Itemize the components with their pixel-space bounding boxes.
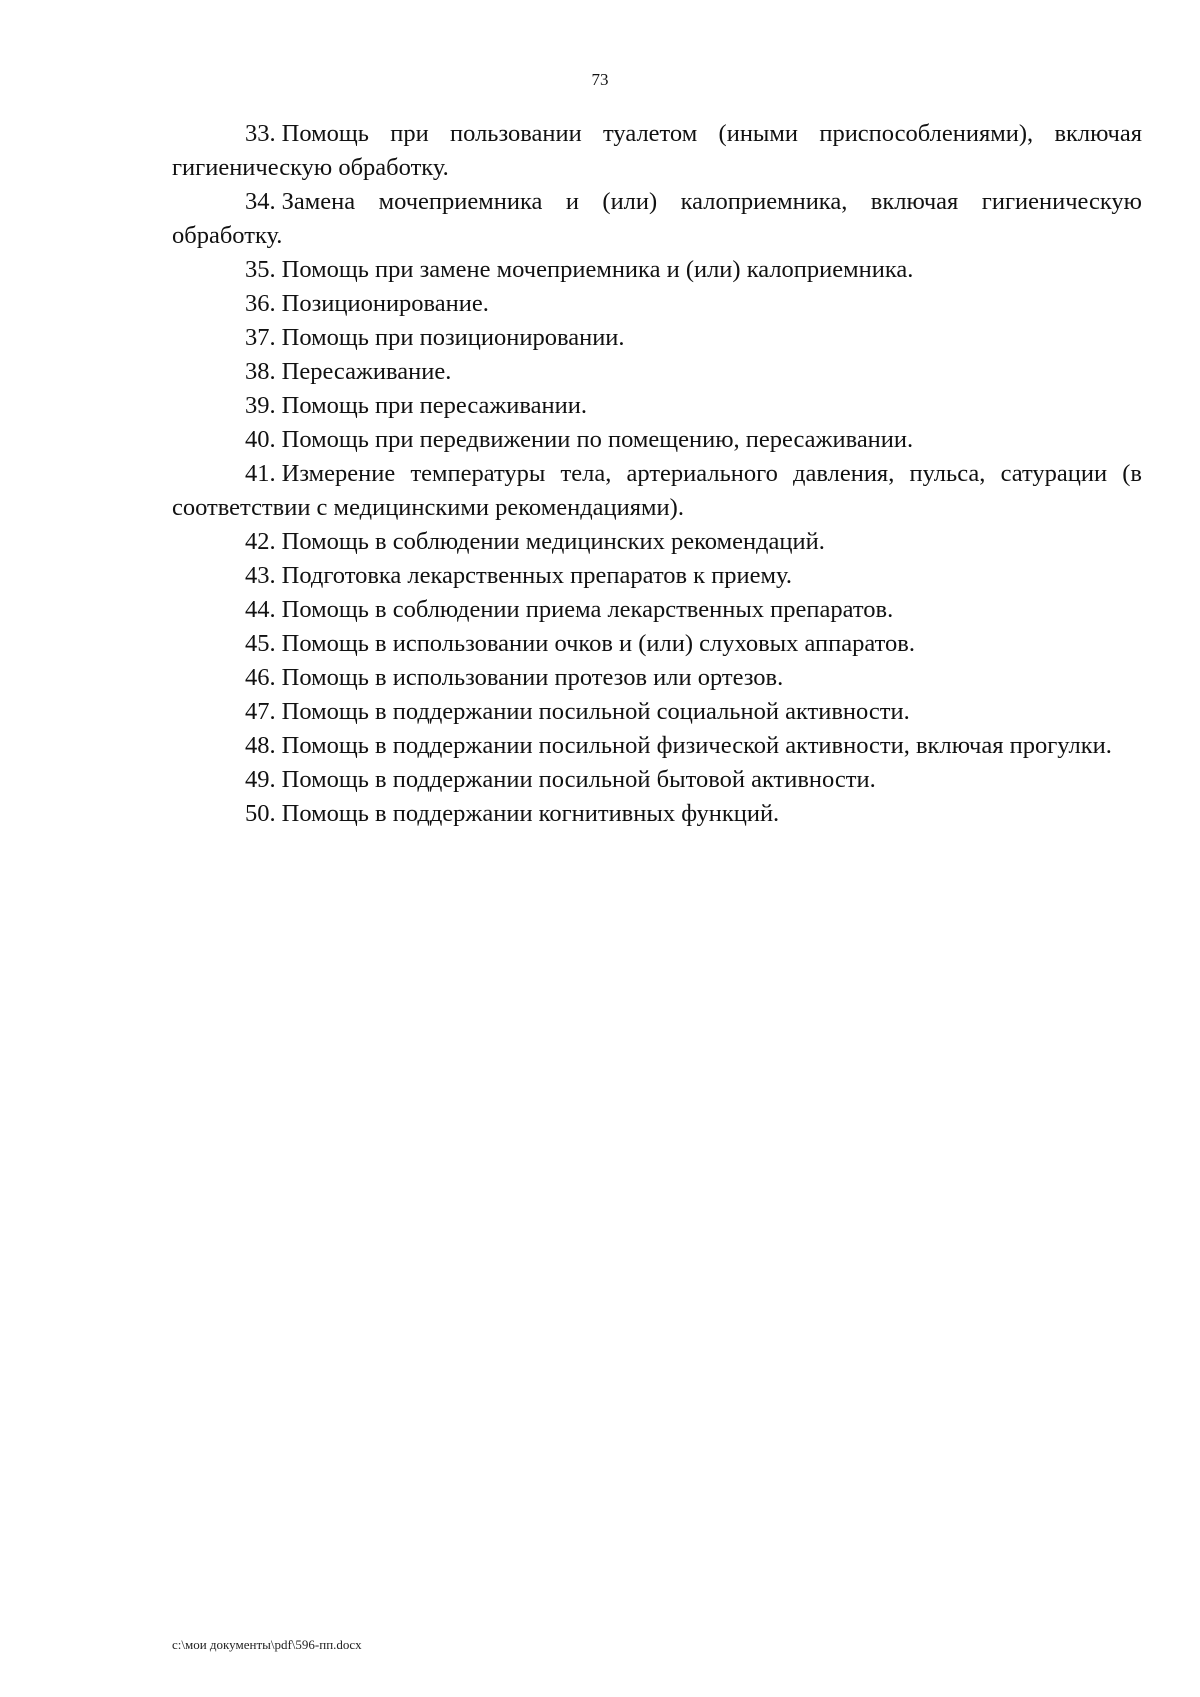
item-text: Помощь при позиционировании. — [281, 324, 625, 351]
list-item — [172, 525, 1142, 559]
list-item — [172, 423, 1142, 457]
list-item — [172, 389, 1142, 423]
service-list — [172, 117, 1142, 831]
item-number: 46. — [245, 664, 276, 691]
item-text: Помощь при пересаживании. — [281, 392, 588, 419]
item-text: Помощь в поддержании посильной бытовой активности. — [281, 766, 876, 793]
item-text: Помощь при пользовании туалетом (иными приспособлениями), включая гигиеническую обработку. — [172, 120, 1142, 181]
item-number: 47. — [245, 698, 276, 725]
list-item — [172, 661, 1142, 695]
list-item — [172, 185, 1142, 253]
item-number: 33. — [245, 120, 276, 147]
item-number: 42. — [245, 528, 276, 555]
item-number: 40. — [245, 426, 276, 453]
item-number: 34. — [245, 188, 276, 215]
item-text: Помощь в поддержании когнитивных функций. — [281, 800, 780, 827]
item-number: 43. — [245, 562, 276, 589]
item-number: 49. — [245, 766, 276, 793]
item-number: 50. — [245, 800, 276, 827]
list-item — [172, 321, 1142, 355]
item-text: Помощь в соблюдении приема лекарственных препаратов. — [281, 596, 894, 623]
list-item — [172, 457, 1142, 525]
list-item — [172, 627, 1142, 661]
item-number: 39. — [245, 392, 276, 419]
item-text: Помощь в использовании протезов или ортезов. — [281, 664, 784, 691]
item-number: 48. — [245, 732, 276, 759]
list-item — [172, 559, 1142, 593]
item-text: Помощь в поддержании посильной социальной активности. — [281, 698, 910, 725]
item-text: Пересаживание. — [281, 358, 452, 385]
item-text: Подготовка лекарственных препаратов к приему. — [281, 562, 792, 589]
item-text: Помощь в поддержании посильной физической активности, включая прогулки. — [281, 732, 1112, 759]
list-item — [172, 253, 1142, 287]
list-item — [172, 287, 1142, 321]
list-item — [172, 729, 1142, 763]
item-text: Замена мочеприемника и (или) калоприемника, включая гигиеническую обработку. — [172, 188, 1142, 249]
item-text: Позиционирование. — [281, 290, 489, 317]
item-text: Измерение температуры тела, артериального давления, пульса, сатурации (в соответствии с медицинскими рекомендациями). — [172, 460, 1142, 521]
list-item — [172, 593, 1142, 627]
item-number: 37. — [245, 324, 276, 351]
item-text: Помощь при передвижении по помещению, пересаживании. — [281, 426, 914, 453]
list-item — [172, 797, 1142, 831]
list-item — [172, 763, 1142, 797]
footer-file-path: c:\мои документы\pdf\596-пп.docx — [172, 1637, 362, 1652]
item-number: 45. — [245, 630, 276, 657]
item-number: 44. — [245, 596, 276, 623]
item-text: Помощь в соблюдении медицинских рекомендаций. — [281, 528, 825, 555]
item-number: 41. — [245, 460, 276, 487]
item-number: 36. — [245, 290, 276, 317]
list-item — [172, 355, 1142, 389]
list-item — [172, 695, 1142, 729]
item-number: 38. — [245, 358, 276, 385]
item-text: Помощь при замене мочеприемника и (или) калоприемника. — [281, 256, 914, 283]
list-item — [172, 117, 1142, 185]
page-number: 73 — [591, 70, 609, 89]
item-number: 35. — [245, 256, 276, 283]
item-text: Помощь в использовании очков и (или) слуховых аппаратов. — [281, 630, 915, 657]
